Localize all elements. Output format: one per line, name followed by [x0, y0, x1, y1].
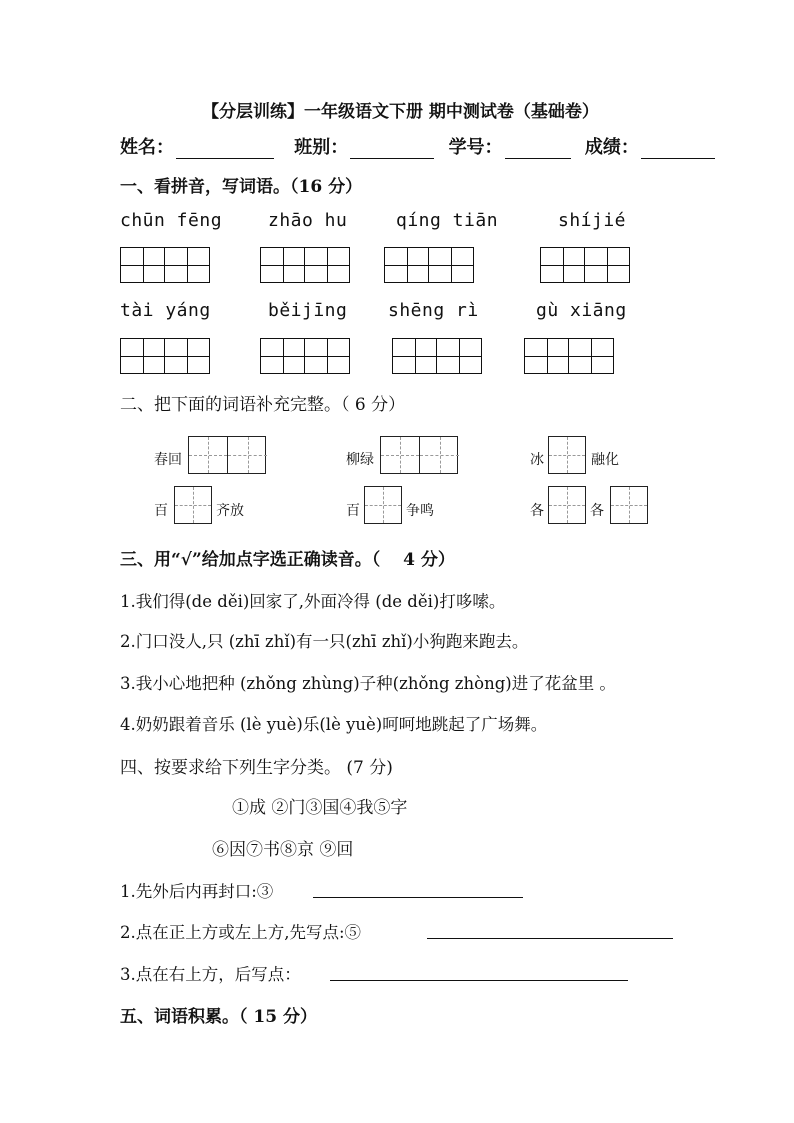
section-3-heading: 三、用“√”给加点字选正确读音。（ 4 分）: [120, 550, 455, 570]
writing-grid[interactable]: [260, 338, 350, 374]
writing-grid[interactable]: [384, 247, 474, 283]
word-prefix: 百: [346, 503, 360, 519]
writing-grid[interactable]: [524, 338, 614, 374]
fill-box[interactable]: [610, 486, 648, 524]
word-prefix: 各: [590, 503, 604, 519]
word-prefix: 柳绿: [346, 452, 374, 468]
answer-line[interactable]: [313, 897, 523, 898]
fill-box[interactable]: [548, 436, 586, 474]
pinyin-7: shēng rì: [388, 300, 479, 321]
word-prefix: 冰: [530, 452, 544, 468]
char-list-1: ①成 ②门③国④我⑤字: [232, 798, 408, 818]
score-label: 成绩：: [584, 137, 639, 158]
answer-line[interactable]: [427, 938, 673, 939]
student-info-row: [120, 133, 715, 159]
word-prefix: 百: [154, 503, 168, 519]
pinyin-3: qíng tiān: [396, 210, 499, 231]
class-label: 班别：: [294, 137, 349, 158]
writing-grid[interactable]: [540, 247, 630, 283]
writing-grid[interactable]: [120, 247, 210, 283]
question-line: 2.门口没人,只 (zhī zhǐ)有一只(zhī zhǐ)小狗跑来跑去。: [120, 632, 529, 651]
writing-grid[interactable]: [120, 338, 210, 374]
name-label: 姓名：: [120, 137, 174, 158]
pinyin-8: gù xiāng: [536, 300, 627, 321]
section-2-heading: 二、把下面的词语补充完整。（ 6 分）: [120, 395, 406, 415]
pinyin-4: shíjié: [558, 210, 627, 231]
fill-box[interactable]: [364, 486, 402, 524]
question-line: 4.奶奶跟着音乐 (lè yuè)乐(lè yuè)呵呵地跳起了广场舞。: [120, 715, 548, 734]
word-prefix: 春回: [154, 452, 182, 468]
number-field[interactable]: [505, 140, 571, 159]
classify-q3: 3.点在右上方，后写点：: [120, 965, 301, 984]
word-suffix: 争鸣: [406, 503, 434, 519]
classify-q1: 1.先外后内再封口:③: [120, 882, 274, 901]
question-line: 1.我们得(de děi)回家了,外面冷得 (de děi)打哆嗦。: [120, 592, 506, 611]
word-prefix: 各: [530, 503, 544, 519]
writing-grid[interactable]: [260, 247, 350, 283]
score-field[interactable]: [641, 140, 715, 159]
number-label: 学号：: [448, 137, 503, 158]
fill-box[interactable]: [548, 486, 586, 524]
char-list-2: ⑥因⑦书⑧京 ⑨回: [212, 840, 354, 860]
word-suffix: 齐放: [216, 503, 244, 519]
word-suffix: 融化: [591, 452, 619, 468]
fill-box[interactable]: [188, 436, 266, 474]
section-4-heading: 四、按要求给下列生字分类。 (7 分): [120, 758, 393, 778]
page-title: 【分层训练】一年级语文下册 期中测试卷（基础卷）: [202, 102, 599, 122]
section-5-heading: 五、词语积累。（ 15 分）: [120, 1007, 317, 1027]
pinyin-6: běijīng: [268, 300, 348, 321]
pinyin-2: zhāo hu: [268, 210, 348, 231]
fill-box[interactable]: [174, 486, 212, 524]
fill-box[interactable]: [380, 436, 458, 474]
answer-line[interactable]: [330, 980, 628, 981]
question-line: 3.我小心地把种 (zhǒng zhùng)子种(zhǒng zhòng)进了花盆里 。: [120, 674, 616, 693]
pinyin-5: tài yáng: [120, 300, 211, 321]
writing-grid[interactable]: [392, 338, 482, 374]
classify-q2: 2.点在正上方或左上方,先写点:⑤: [120, 923, 362, 942]
class-field[interactable]: [350, 140, 434, 159]
name-field[interactable]: [176, 140, 274, 159]
section-1-heading: 一、看拼音，写词语。（16 分）: [120, 177, 363, 197]
pinyin-1: chūn fēng: [120, 210, 223, 231]
